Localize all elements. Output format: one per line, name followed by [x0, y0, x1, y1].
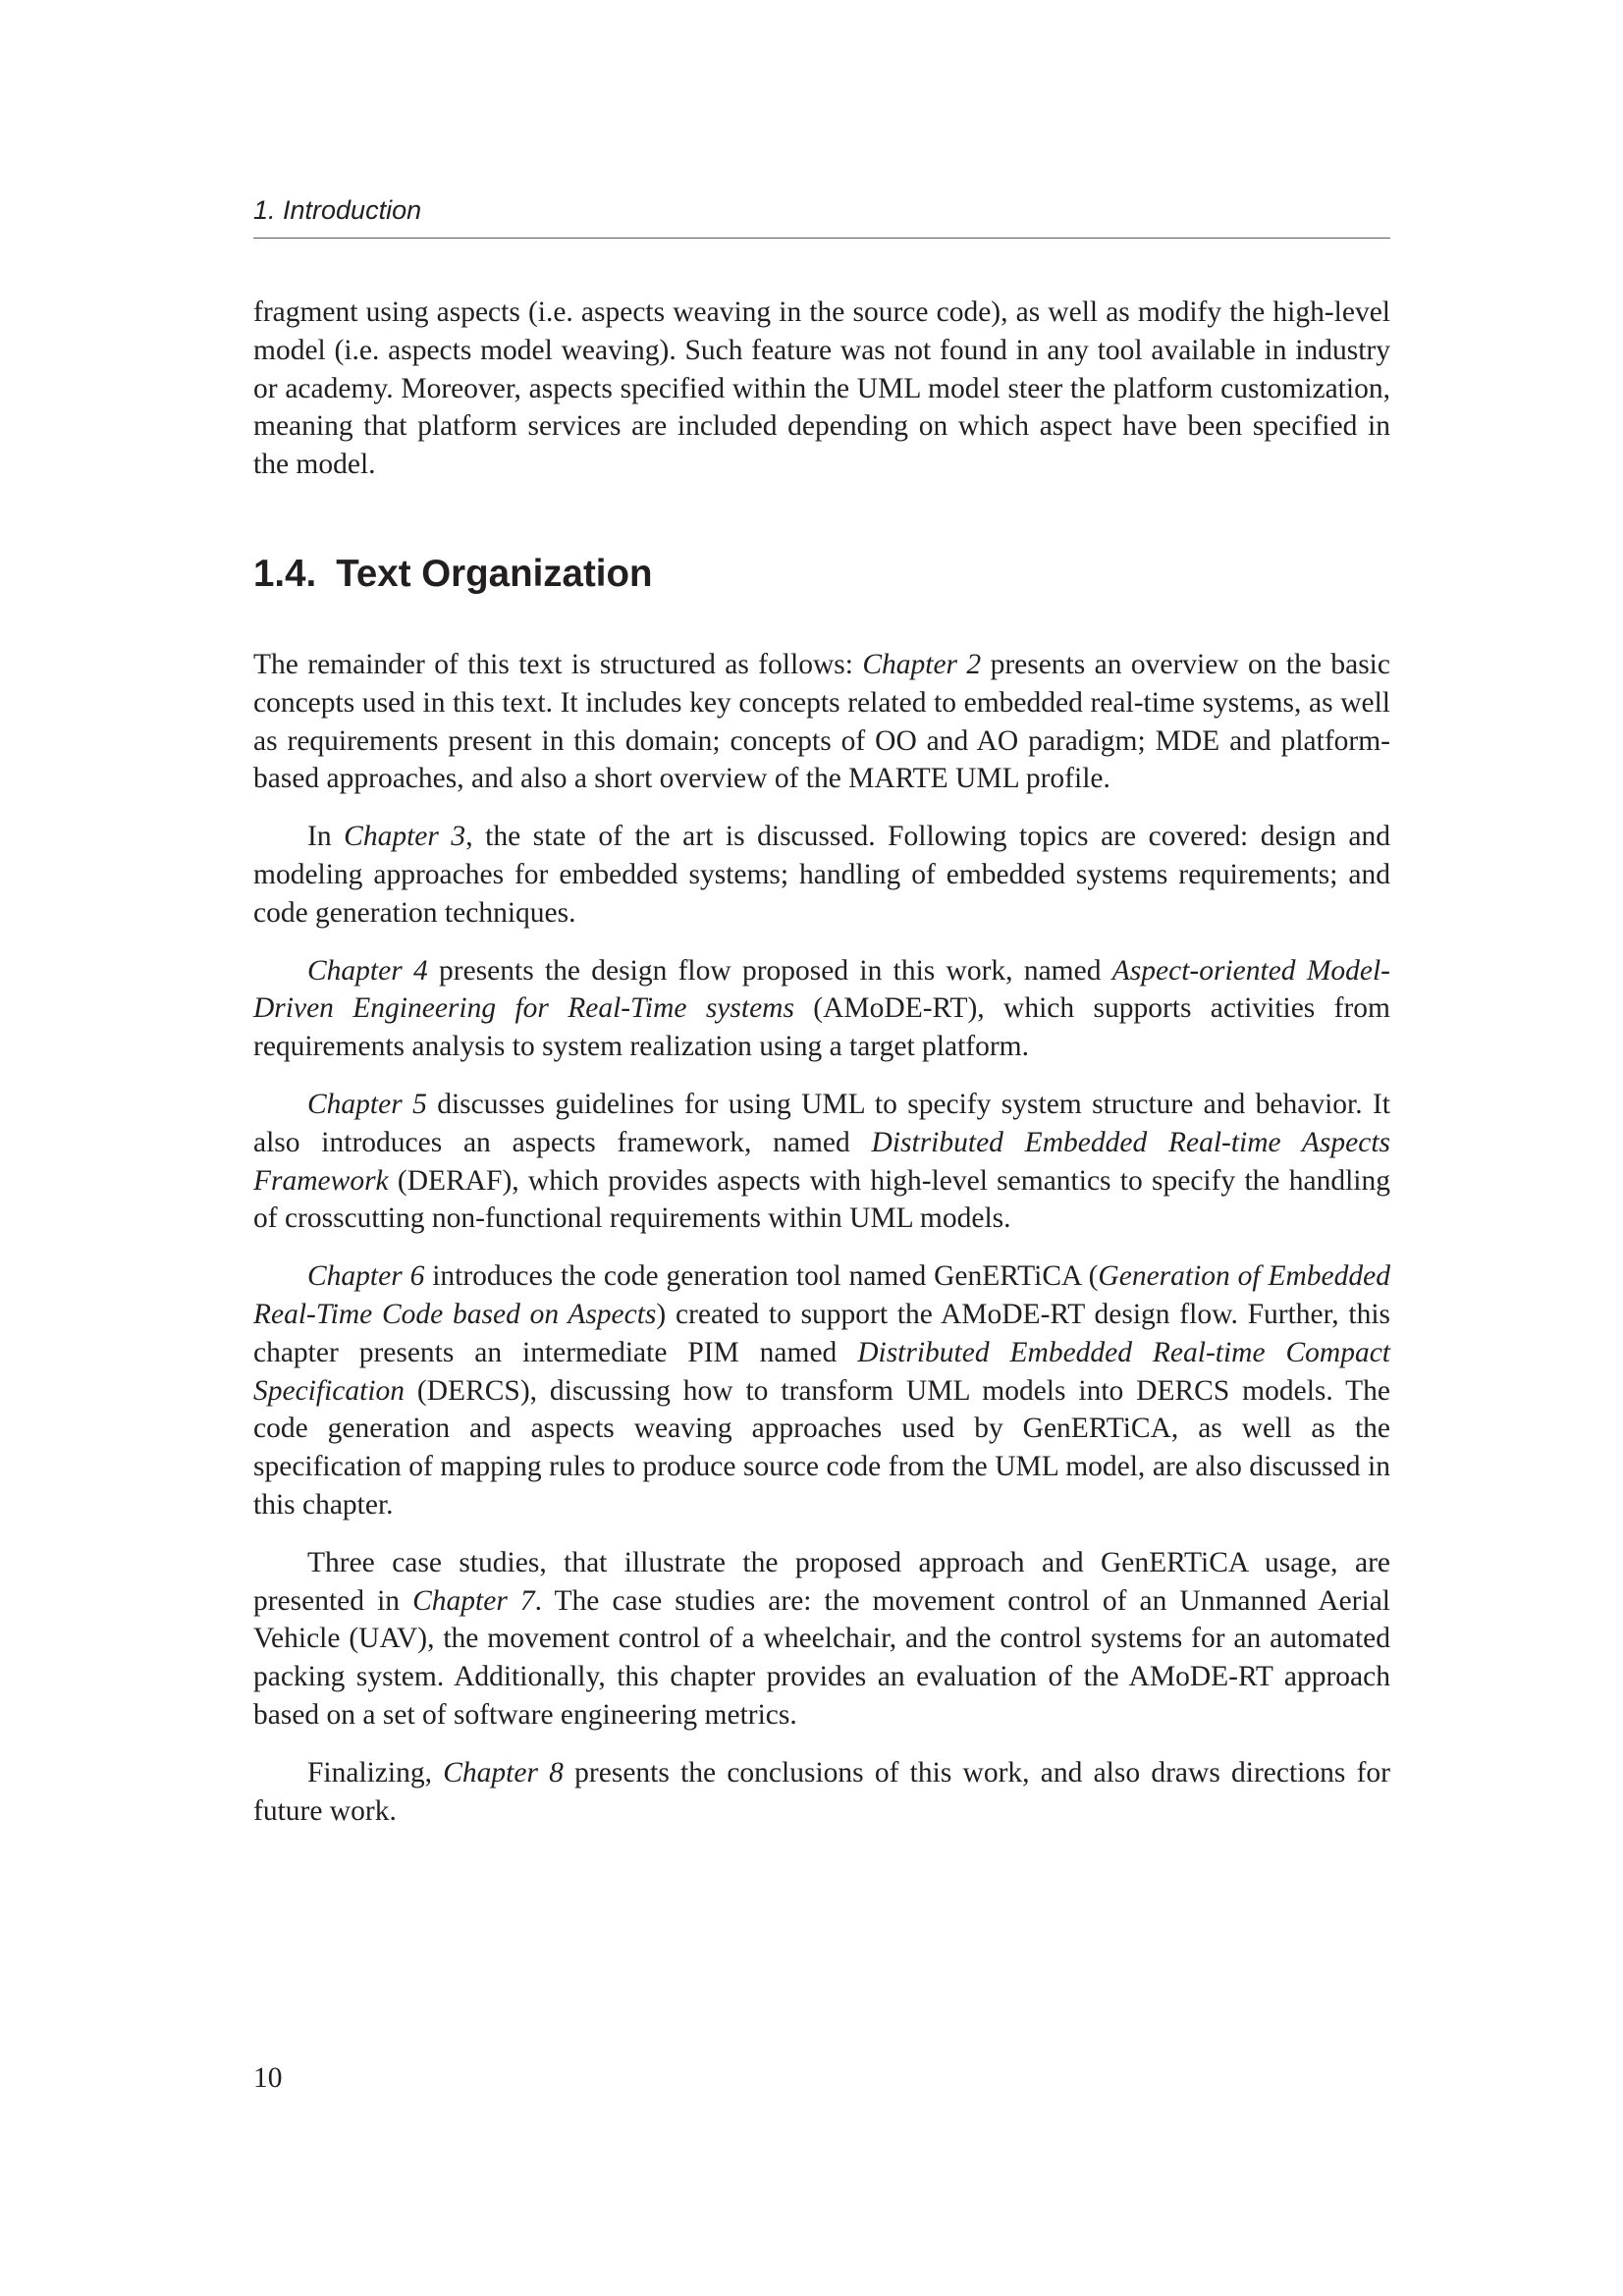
chapter-ref: Chapter 2: [862, 649, 982, 680]
emphasis-term: Distributed Embedded Real-time Compact Specification: [253, 1336, 1390, 1407]
document-page: [253, 191, 1390, 2155]
section-heading: [253, 552, 1390, 597]
text-run: presents the design flow proposed in this work, named: [427, 954, 1112, 987]
section-title: Text Organization: [336, 553, 653, 595]
paragraph-chapter-2: [253, 646, 1390, 798]
text-run: presents an overview on the basic concepts used in this text. It includes key concepts related to embedded real-time systems, as well as requirements present in this domain; concepts of OO and AO paradigm; MDE and platform-based approaches, and also a short overview of the MARTE UML profile.: [253, 649, 1390, 795]
text-run: discusses guidelines for using UML to specify system structure and behavior. It also introduces an aspects framework, named: [253, 1088, 1390, 1158]
paragraph-chapter-8: [253, 1754, 1390, 1831]
paragraph-chapter-6: [253, 1257, 1390, 1524]
chapter-ref: Chapter 3: [344, 821, 466, 853]
text-run: presents the conclusions of this work, and also draws directions for future work.: [253, 1756, 1390, 1827]
text-run: introduces the code generation tool named GenERTiCA (: [424, 1260, 1099, 1293]
chapter-ref: Chapter 8: [443, 1756, 564, 1789]
paragraph-chapter-4: [253, 952, 1390, 1066]
text-run: . The case studies are: the movement control of an Unmanned Aerial Vehicle (UAV), the movement control of a wheelchair, and the control systems for an automated packing system. Additionally, this chapter provides an evaluation of the AMoDE-RT approach based on a set of software engineering metrics.: [253, 1584, 1390, 1731]
text-run: (DERAF), which provides aspects with high-level semantics to specify the handling of crosscutting non-functional requirements within UML models.: [253, 1164, 1390, 1235]
text-run: Finalizing,: [307, 1756, 444, 1789]
intro-continuation: [253, 294, 1390, 484]
text-run: (DERCS), discussing how to transform UML models into DERCS models. The code generation and aspects weaving approaches used by GenERTiCA, as well as the specification of mapping rules to produce source code from the UML model, are also discussed in this chapter.: [253, 1374, 1390, 1521]
paragraph-chapter-3: [253, 818, 1390, 932]
text-run: Three case studies, that illustrate the proposed approach and GenERTiCA usage, are presented in: [253, 1546, 1390, 1617]
running-header-title: 1. Introduction: [253, 195, 422, 225]
emphasis-term: Generation of Embedded Real-Time Code based on Aspects: [253, 1260, 1390, 1330]
section-number: 1.4.: [253, 553, 317, 595]
running-header: [253, 191, 1390, 239]
text-run: , the state of the art is discussed. Following topics are covered: design and modeling approaches for embedded systems; handling of embedded systems requirements; and code generation techniques.: [253, 821, 1390, 929]
paragraph-chapter-5: [253, 1086, 1390, 1238]
paragraph-chapter-7: [253, 1544, 1390, 1735]
text-run: The remainder of this text is structured as follows:: [253, 649, 863, 680]
chapter-ref: Chapter 4: [307, 954, 428, 987]
text-run: In: [307, 821, 345, 853]
intro-paragraph: fragment using aspects (i.e. aspects weaving in the source code), as well as modify the high-level model (i.e. aspects model weaving). Such feature was not found in any tool available in industry or academy. Moreover, aspects specified within the UML model steer the platform customization, meaning that platform services are included depending on which aspect have been specified in the model.: [253, 296, 1390, 481]
emphasis-term: Aspect-oriented Model-Driven Engineering for Real-Time systems: [253, 954, 1391, 1025]
chapter-ref: Chapter 7: [412, 1584, 535, 1617]
emphasis-term: Distributed Embedded Real-time Aspects Framework: [253, 1126, 1390, 1197]
chapter-ref: Chapter 6: [307, 1260, 425, 1293]
section-body: [253, 646, 1390, 1849]
text-run: (AMoDE-RT), which supports activities from requirements analysis to system realization using a target platform.: [253, 992, 1390, 1063]
chapter-ref: Chapter 5: [307, 1088, 427, 1120]
page-number: 10: [253, 2062, 283, 2094]
text-run: ) created to support the AMoDE-RT design flow. Further, this chapter presents an intermediate PIM named: [253, 1298, 1390, 1368]
